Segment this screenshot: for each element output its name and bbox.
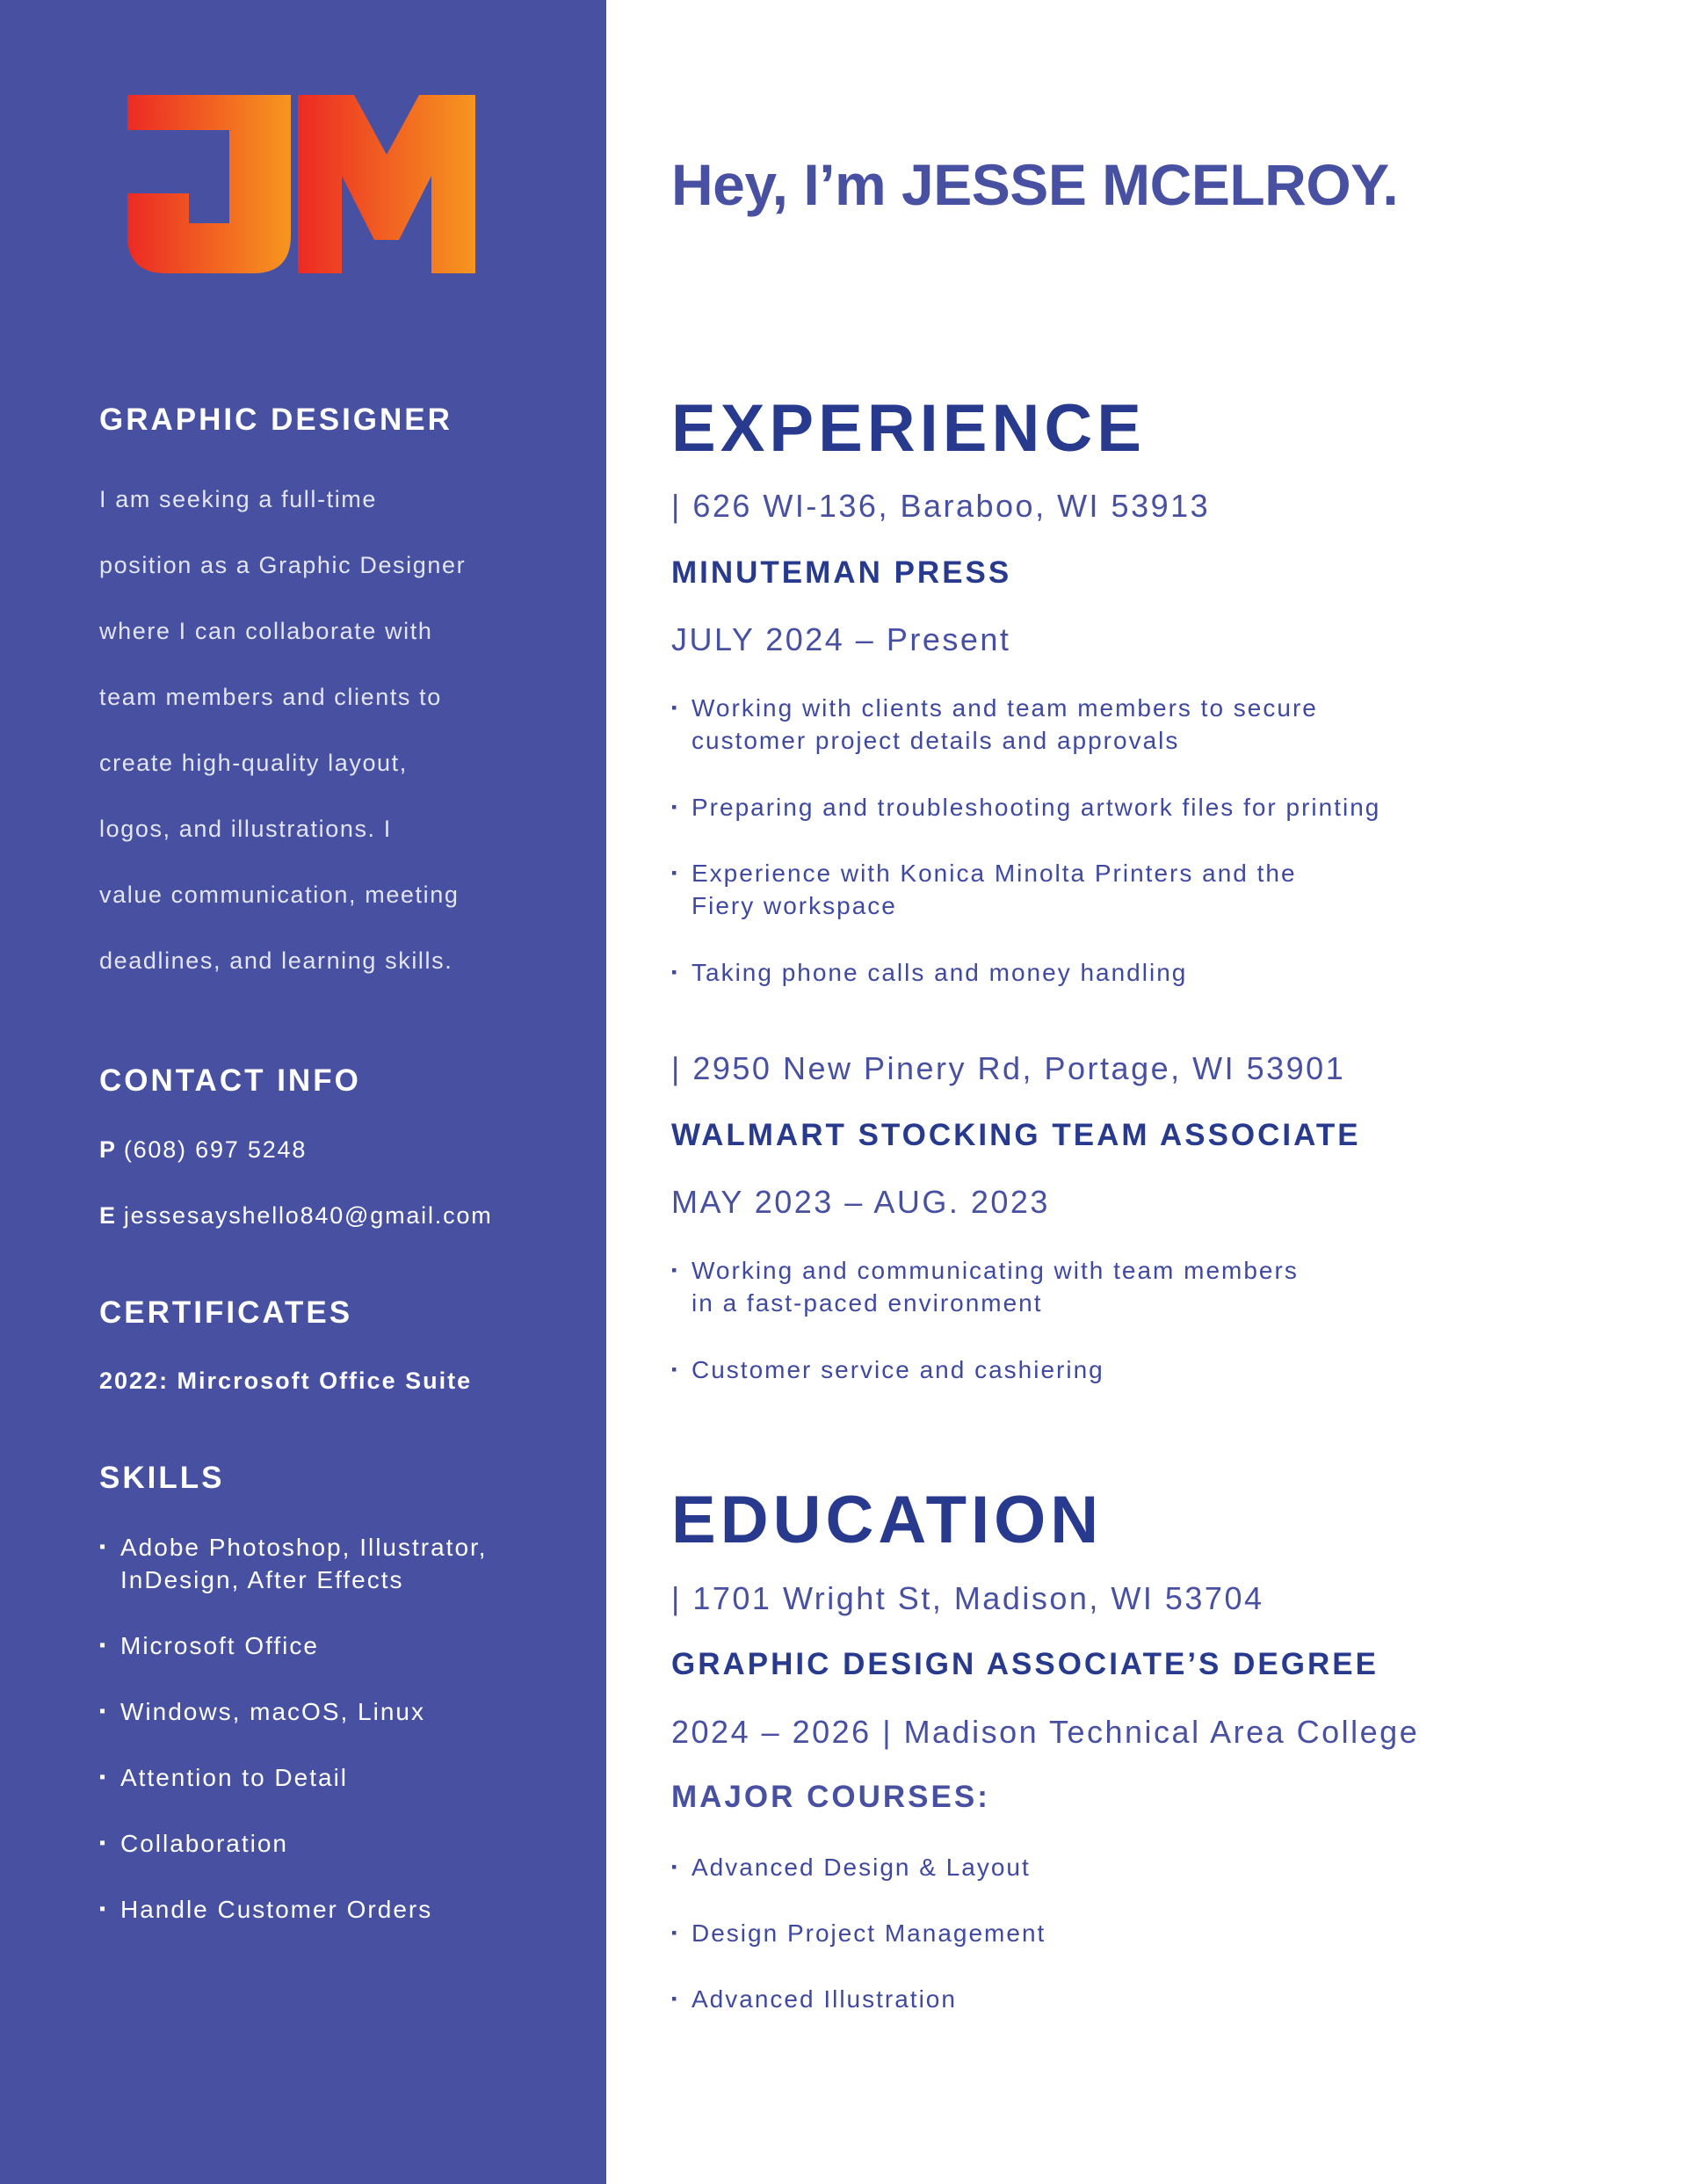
skill-text: Collaboration <box>120 1830 288 1857</box>
job-title: GRAPHIC DESIGNER <box>99 403 453 437</box>
greeting-headline: Hey, I’m JESSE MCELROY. <box>671 152 1399 217</box>
email-row <box>99 1201 493 1230</box>
job-address: | 626 WI-136, Baraboo, WI 53913 <box>671 488 1211 524</box>
objective-line: create high-quality layout, <box>99 750 408 776</box>
email-address: jessesayshello840@gmail.com <box>123 1202 493 1229</box>
course-text: Advanced Illustration <box>691 1985 957 2013</box>
skill-text: Adobe Photoshop, Illustrator, <box>120 1534 488 1561</box>
bullet-icon: ▪ <box>671 864 679 882</box>
degree-title: GRAPHIC DESIGN ASSOCIATE’S DEGREE <box>671 1647 1379 1681</box>
major-courses-heading: MAJOR COURSES: <box>671 1780 990 1814</box>
bullet-text: Preparing and troubleshooting artwork files for printing <box>691 794 1381 821</box>
education-heading: EDUCATION <box>671 1483 1104 1557</box>
bullet-text: customer project details and approvals <box>691 727 1180 754</box>
education-dates-school <box>671 1713 1419 1752</box>
jm-monogram-logo <box>127 95 475 273</box>
separator: | <box>871 1714 904 1750</box>
school-name: Madison Technical Area College <box>903 1714 1420 1750</box>
certificates-heading: CERTIFICATES <box>99 1295 353 1330</box>
bullet-icon: ▪ <box>671 1858 679 1876</box>
course-text: Design Project Management <box>691 1919 1046 1947</box>
bullet-icon: ▪ <box>99 1636 108 1655</box>
skills-heading: SKILLS <box>99 1461 225 1495</box>
experience-heading: EXPERIENCE <box>671 391 1146 466</box>
skill-text: Microsoft Office <box>120 1632 319 1659</box>
bullet-icon: ▪ <box>671 963 679 981</box>
skill-item <box>99 1761 591 1794</box>
education-years: 2024 – 2026 <box>671 1714 872 1750</box>
phone-number: (608) 697 5248 <box>123 1136 308 1163</box>
objective-line: I am seeking a full-time <box>99 486 378 512</box>
objective-line: where I can collaborate with <box>99 618 433 644</box>
skill-item <box>99 1629 591 1662</box>
course-text: Advanced Design & Layout <box>691 1854 1031 1881</box>
bullet-icon: ▪ <box>99 1767 108 1787</box>
email-label: E <box>99 1202 117 1229</box>
bullet-text: Taking phone calls and money handling <box>691 959 1188 986</box>
job-role: MINUTEMAN PRESS <box>671 555 1012 590</box>
skill-item <box>99 1531 591 1596</box>
job-dates: JULY 2024 – Present <box>671 621 1011 657</box>
objective-line: deadlines, and learning skills. <box>99 947 453 974</box>
bullet-text: in a fast-paced environment <box>691 1289 1043 1317</box>
job-bullet <box>671 1353 1638 1386</box>
bullet-icon: ▪ <box>99 1899 108 1919</box>
job-bullet <box>671 857 1638 922</box>
course-bullet <box>671 1983 1638 2015</box>
course-bullet <box>671 1851 1638 1883</box>
skill-item <box>99 1695 591 1728</box>
bullet-icon: ▪ <box>99 1701 108 1721</box>
bullet-icon: ▪ <box>671 1924 679 1941</box>
bullet-icon: ▪ <box>671 1360 679 1378</box>
bullet-icon: ▪ <box>671 699 679 716</box>
job-dates: MAY 2023 – AUG. 2023 <box>671 1184 1050 1220</box>
job-bullet <box>671 791 1638 824</box>
phone-row <box>99 1135 307 1165</box>
objective-line: logos, and illustrations. I <box>99 816 392 842</box>
job-address: | 2950 New Pinery Rd, Portage, WI 53901 <box>671 1050 1346 1086</box>
objective-line: value communication, meeting <box>99 882 460 908</box>
skill-text: Attention to Detail <box>120 1764 349 1791</box>
course-bullet <box>671 1917 1638 1949</box>
job-bullet <box>671 956 1638 989</box>
bullet-text: Customer service and cashiering <box>691 1356 1104 1383</box>
skill-item <box>99 1893 591 1926</box>
objective-line: team members and clients to <box>99 684 442 710</box>
certificate-item: 2022: Mircrosoft Office Suite <box>99 1368 473 1394</box>
sidebar <box>0 0 606 2184</box>
bullet-text: Experience with Konica Minolta Printers and the <box>691 860 1297 887</box>
skill-item <box>99 1827 591 1860</box>
bullet-icon: ▪ <box>671 1990 679 2007</box>
job-role: WALMART STOCKING TEAM ASSOCIATE <box>671 1118 1361 1152</box>
objective-line: position as a Graphic Designer <box>99 552 467 578</box>
bullet-text: Fiery workspace <box>691 892 897 919</box>
skill-text: InDesign, After Effects <box>120 1566 404 1593</box>
bullet-text: Working and communicating with team members <box>691 1257 1299 1284</box>
bullet-icon: ▪ <box>671 798 679 816</box>
bullet-text: Working with clients and team members to secure <box>691 694 1318 722</box>
objective-paragraph <box>99 467 556 994</box>
education-address: | 1701 Wright St, Madison, WI 53704 <box>671 1580 1264 1616</box>
skills-list <box>99 1531 591 1926</box>
main-content <box>606 0 1687 2184</box>
contact-heading: CONTACT INFO <box>99 1063 361 1098</box>
bullet-icon: ▪ <box>671 1261 679 1279</box>
bullet-icon: ▪ <box>99 1833 108 1853</box>
job-bullet <box>671 1254 1638 1319</box>
job-bullet <box>671 692 1638 757</box>
phone-label: P <box>99 1136 117 1163</box>
bullet-icon: ▪ <box>99 1537 108 1556</box>
skill-text: Windows, macOS, Linux <box>120 1698 425 1725</box>
skill-text: Handle Customer Orders <box>120 1896 433 1923</box>
